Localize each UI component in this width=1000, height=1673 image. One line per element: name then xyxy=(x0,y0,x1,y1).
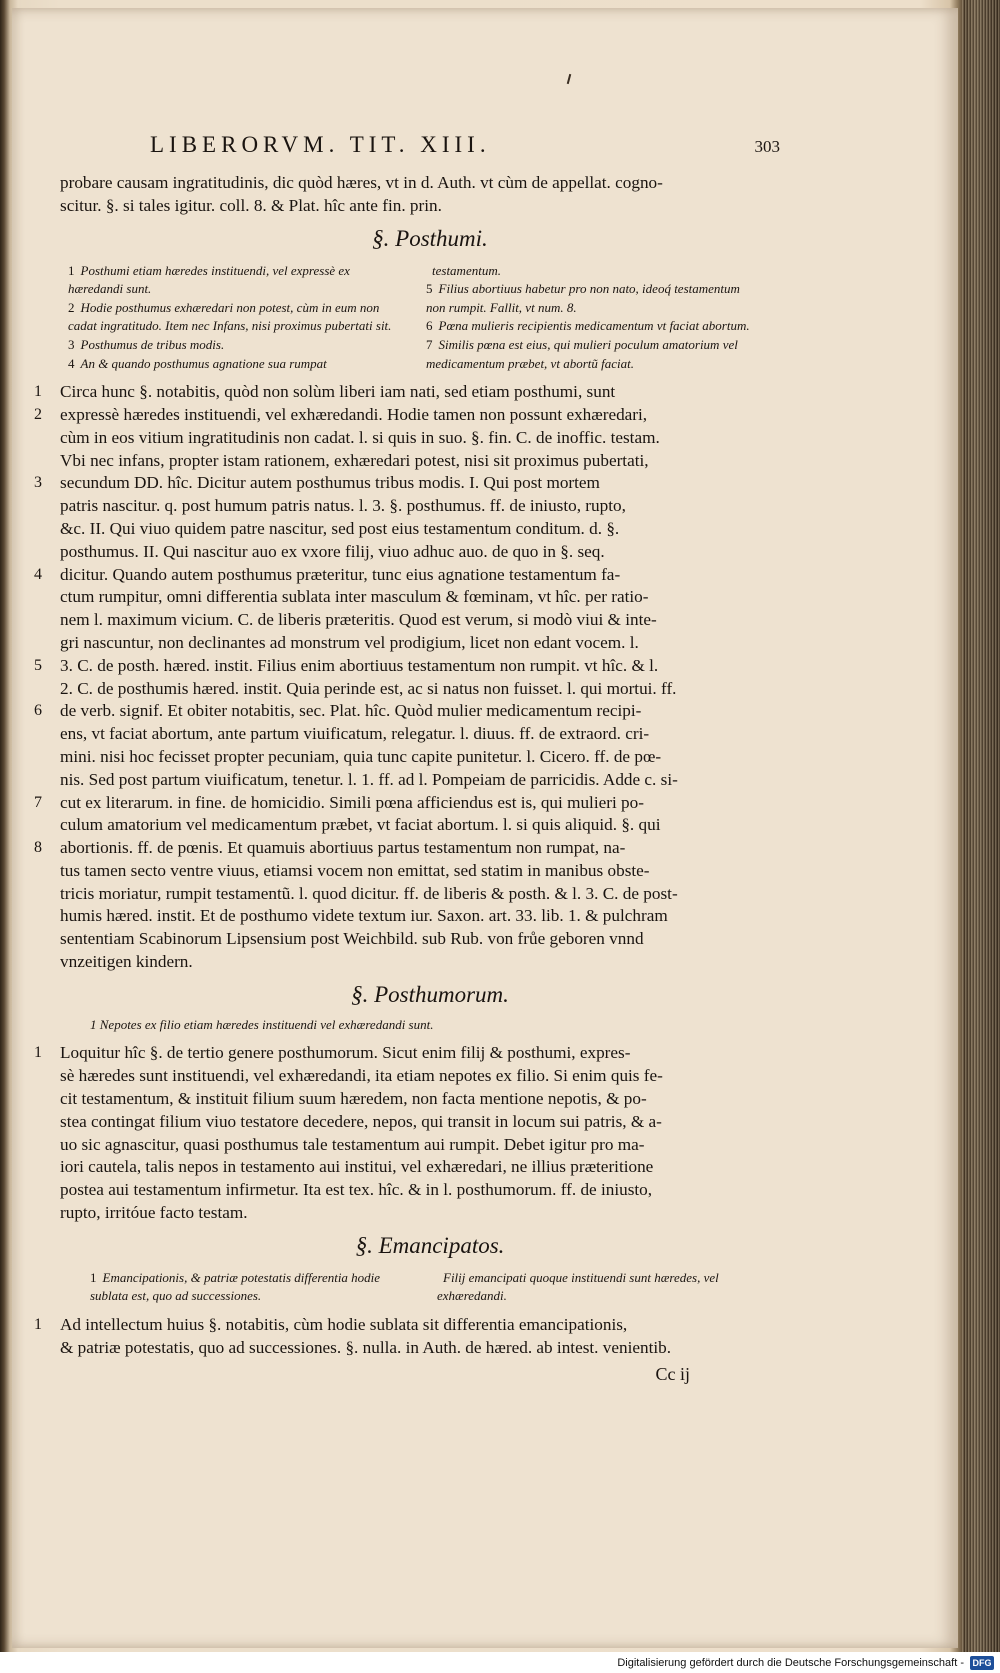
text-line xyxy=(34,792,760,815)
text-line xyxy=(60,951,760,974)
summary-item: 6 Pœna mulieris recipientis medicamentum vt faciat abortum. xyxy=(426,318,750,334)
text-line xyxy=(60,678,760,701)
text-line xyxy=(60,746,760,769)
text-line xyxy=(34,564,760,587)
text-line xyxy=(60,814,760,837)
running-head xyxy=(150,132,780,172)
line-text: cut ex literarum. in fine. de homicidio. Simili pœna afficiendus est is, qui mulieri po- xyxy=(60,792,644,812)
text-line xyxy=(34,404,760,427)
line-text: tus tamen secto ventre viuus, etiamsi vocem non emittat, sed statim in manibus obste- xyxy=(60,860,650,880)
text-line xyxy=(60,1156,760,1179)
line-text: sententiam Scabinorum Lipsensium post Weichbild. sub Rub. von frůe geboren vnnd xyxy=(60,929,644,949)
summary-column-right xyxy=(426,262,760,374)
line-text: posthumus. II. Qui nascitur auo ex vxore filij, viuo adhuc auo. de quo in §. seq. xyxy=(60,541,605,561)
text-line xyxy=(60,609,760,632)
footer-credit: Digitalisierung gefördert durch die Deutsche Forschungsgemeinschaft - xyxy=(617,1656,964,1669)
text-line xyxy=(60,723,760,746)
text-line xyxy=(60,427,760,450)
signature-mark: Cc ij xyxy=(655,1363,690,1384)
text-line xyxy=(34,1314,760,1337)
line-text: cùm in eos vitium ingratitudinis non cadat. l. si quis in suo. §. fin. C. de inoffic. testam. xyxy=(60,427,660,447)
line-text: ens, vt faciat abortum, ante partum viuificatum, relegatur. l. diuus. ff. de extraord. cri- xyxy=(60,724,650,744)
margin-number: 4 xyxy=(34,565,42,583)
line-text: Ad intellectum huius §. notabitis, cùm hodie sublata sit differentia emancipationis, xyxy=(60,1315,628,1335)
text-line xyxy=(60,518,760,541)
book-page xyxy=(12,8,958,1648)
text-line xyxy=(60,883,760,906)
line-text: secundum DD. hîc. Dicitur autem posthumus tribus modis. I. Qui post mortem xyxy=(60,473,600,493)
page-number: 303 xyxy=(754,137,780,156)
line-text: 3. C. de posth. hæred. instit. Filius enim abortiuus testamentum non rumpit. vt hîc. & l. xyxy=(60,655,659,675)
line-text: dicitur. Quando autem posthumus præteritur, tunc eius agnatione testamentum fa- xyxy=(60,564,621,584)
margin-number: 8 xyxy=(34,839,42,857)
text-line xyxy=(60,905,760,928)
text-line xyxy=(34,381,760,404)
summary-emancipatos xyxy=(90,1269,760,1306)
text-line xyxy=(60,450,760,473)
line-text: uo sic agnascitur, quasi posthumus tale testamentum aui rumpit. Debet igitur pro ma- xyxy=(60,1134,645,1154)
text-line xyxy=(60,1088,760,1111)
margin-number: 2 xyxy=(34,405,42,423)
text-column xyxy=(34,132,780,1385)
summary-posthumi xyxy=(68,262,760,374)
summary-number: 1 xyxy=(90,1016,97,1032)
line-text: ctum rumpitur, omni differentia sublata inter masculum & fœminam, vt hîc. per ratio- xyxy=(60,587,649,607)
line-text: de verb. signif. Et obiter notabitis, sec. Plat. hîc. Quòd mulier medicamentum recipi- xyxy=(60,701,642,721)
text-line xyxy=(60,1134,760,1157)
text-line xyxy=(34,1042,760,1065)
line-text: iori cautela, talis nepos in testamento aui institui, vel exhæredari, ne illius præteritione xyxy=(60,1157,654,1177)
summary-text: Nepotes ex filio etiam hæredes instituendi vel exhæredandi sunt. xyxy=(99,1016,434,1032)
text-line xyxy=(60,495,760,518)
line-text: patris nascitur. q. post humum patris natus. l. 3. §. posthumus. ff. de iniusto, rupto, xyxy=(60,496,626,516)
margin-number: 7 xyxy=(34,793,42,811)
summary-item: 1 Posthumi etiam hæredes instituendi, vel expressè ex hæredandi sunt. xyxy=(68,262,350,297)
section-heading-posthumorum: §. Posthumorum. xyxy=(351,981,509,1007)
summary-item: 7 Similis pœna est eius, qui mulieri poculum amatorium vel medicamentum præbet, vt abortũ faciat. xyxy=(426,336,738,371)
text-line xyxy=(34,700,760,723)
text-line xyxy=(60,860,760,883)
text-line xyxy=(60,1337,760,1360)
line-text: & patriæ potestatis, quo ad successiones. §. nulla. in Auth. de hæred. ab intest. venientib. xyxy=(60,1337,672,1357)
intro-paragraph xyxy=(60,172,760,218)
summary-column-left xyxy=(68,262,402,374)
margin-number: 1 xyxy=(34,1044,42,1062)
margin-number: 1 xyxy=(34,1316,42,1334)
summary-posthumorum xyxy=(90,1016,760,1035)
line-text: culum amatorium vel medicamentum præbet, vt faciat abortum. l. si quis aliquid. §. qui xyxy=(60,815,661,835)
text-line xyxy=(60,586,760,609)
ink-mark xyxy=(567,74,572,84)
line-text: sè hæredes sunt instituendi, vel exhæredandi, ita etiam nepotes ex filio. Si enim quis fe- xyxy=(60,1066,663,1086)
summary-item: 1 Emancipationis, & patriæ potestatis differentia hodie sublata est, quo ad successiones. xyxy=(90,1269,381,1304)
running-title: LIBERORVM. TIT. XIII. xyxy=(150,132,491,157)
text-line xyxy=(60,928,760,951)
footer-bar xyxy=(0,1652,1000,1673)
line-text: nis. Sed post partum viuificatum, tenetur. l. 1. ff. ad l. Pompeiam de parricidis. Adde c. si- xyxy=(60,769,678,789)
text-line xyxy=(34,837,760,860)
line-text: cit testamentum, & instituit filium suum hæredem, non facta mentione nepotis, & po- xyxy=(60,1089,647,1109)
margin-number: 6 xyxy=(34,702,42,720)
summary-item: 5 Filius abortiuus habetur pro non nato, ideoq́ testamentum non rumpit. Fallit, vt num. 8. xyxy=(426,281,740,315)
line-text: stea contingat filium viuo testatore decedere, nepos, qui transit in locum sui patris, & a- xyxy=(60,1111,662,1131)
line-text: Vbi nec infans, propter istam rationem, exhæredari potest, nisi sit proximus pubertati, xyxy=(60,450,649,470)
text-line xyxy=(60,1065,760,1088)
line-text: mini. nisi hoc fecisset propter pecuniam, quia tunc capite punitetur. l. Cicero. ff. de pœ- xyxy=(60,746,662,766)
text-line xyxy=(60,1179,760,1202)
summary-item: Filij emancipati quoque instituendi sunt hæredes, vel exhæredandi. xyxy=(437,1269,719,1304)
line-text: nem l. maximum vicium. C. de liberis præteritis. Quod est verum, si modò viui & inte- xyxy=(60,610,657,630)
line-text: abortionis. ff. de pœnis. Et quamuis abortiuus partus testamentum non rumpat, na- xyxy=(60,838,626,858)
section-heading-posthumi: §. Posthumi. xyxy=(372,225,488,251)
line-text: expressè hæredes instituendi, vel exhæredandi. Hodie tamen non possunt exhæredari, xyxy=(60,404,648,424)
summary-item: 4 An & quando posthumus agnatione sua rumpat xyxy=(68,355,327,371)
summary-item: 3 Posthumus de tribus modis. xyxy=(68,336,225,352)
line-text: vnzeitigen kindern. xyxy=(60,952,193,972)
text-line: scitur. §. si tales igitur. coll. 8. & Plat. hîc ante fin. prin. xyxy=(60,195,442,215)
text-line xyxy=(34,472,760,495)
line-text: Circa hunc §. notabitis, quòd non solùm liberi iam nati, sed etiam posthumi, sunt xyxy=(60,382,616,402)
line-text: tricis moriatur, rumpit testamentũ. l. quod dicitur. ff. de liberis & posth. & l. 3. C. de post- xyxy=(60,883,678,903)
line-text: rupto, irritóue facto testam. xyxy=(60,1203,248,1223)
line-text: postea aui testamentum infirmetur. Ita est tex. hîc. & in l. posthumorum. ff. de iniusto, xyxy=(60,1180,653,1200)
body-emancipatos xyxy=(34,1314,760,1360)
margin-number: 1 xyxy=(34,383,42,401)
margin-number: 3 xyxy=(34,474,42,492)
text-line xyxy=(34,655,760,678)
text-line xyxy=(60,541,760,564)
line-text: Loquitur hîc §. de tertio genere posthumorum. Sicut enim filij & posthumi, expres- xyxy=(60,1043,631,1063)
section-heading-emancipatos: §. Emancipatos. xyxy=(355,1232,505,1258)
text-line xyxy=(60,1111,760,1134)
line-text: &c. II. Qui viuo quidem patre nascitur, sed post eius testamentum conditum. d. §. xyxy=(60,518,620,538)
line-text: 2. C. de posthumis hæred. instit. Quia perinde est, ac si natus non fuisset. l. qui mortui. ff. xyxy=(60,678,677,698)
text-line: probare causam ingratitudinis, dic quòd hæres, vt in d. Auth. vt cùm de appellat. cogno- xyxy=(60,173,663,192)
line-text: humis hæred. instit. Et de posthumo videte textum iur. Saxon. art. 33. lib. 1. & pulchram xyxy=(60,906,668,926)
summary-item: 2 Hodie posthumus exhæredari non potest, cùm in eum non cadat ingratitudo. Item nec Infans, nisi proximus pubertati sit. xyxy=(68,299,392,334)
dfg-logo: DFG xyxy=(970,1656,994,1670)
text-line xyxy=(60,769,760,792)
body-posthumorum xyxy=(34,1042,760,1224)
body-posthumi xyxy=(34,381,760,974)
text-line xyxy=(60,1202,760,1225)
line-text: gri nascuntur, non declinantes ad monstrum vel prodigium, licet non edant vocem. l. xyxy=(60,632,639,652)
summary-item: testamentum. xyxy=(432,262,501,278)
margin-number: 5 xyxy=(34,656,42,674)
text-line xyxy=(60,632,760,655)
